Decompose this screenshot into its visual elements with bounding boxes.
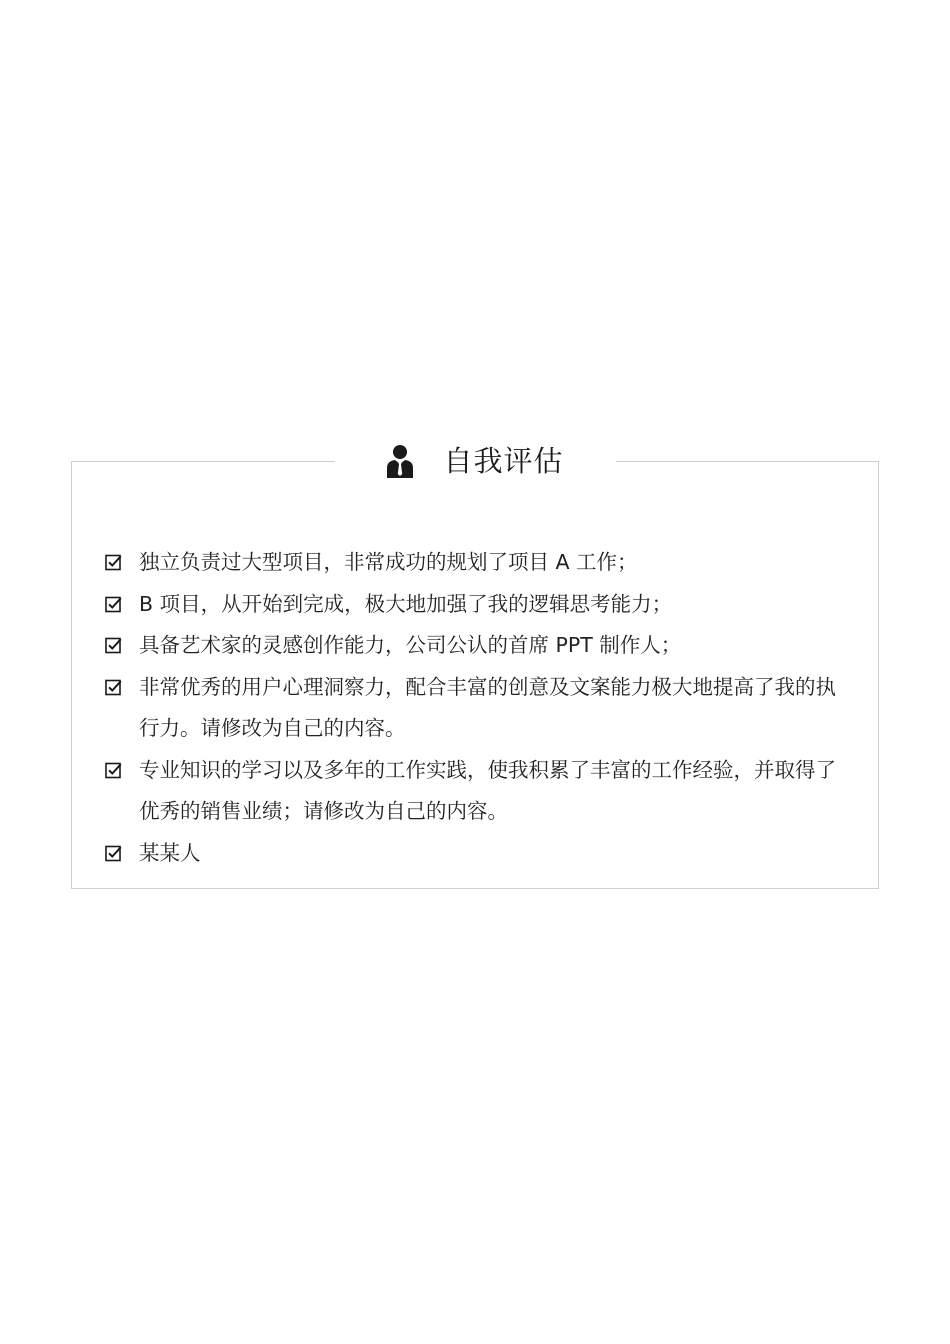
checkbox-checked-icon (105, 554, 122, 571)
list-item-text: 独立负责过大型项目，非常成功的规划了项目 A 工作； (139, 550, 638, 574)
list-item (105, 542, 845, 584)
list-item-text: 专业知识的学习以及多年的工作实践，使我积累了丰富的工作经验，并取得了优秀的销售业绩；请修改为自己的内容。 (139, 757, 836, 823)
checkbox-checked-icon (105, 637, 122, 654)
checkbox-checked-icon (105, 762, 122, 779)
list-item (105, 625, 845, 667)
list-item (105, 750, 845, 833)
list-item-text: B 项目，从开始到完成，极大地加强了我的逻辑思考能力； (139, 591, 673, 616)
list-item-text: 某某人 (139, 840, 201, 865)
checkbox-checked-icon (105, 679, 122, 696)
list-item (105, 667, 845, 750)
list-item (105, 833, 845, 875)
checkbox-checked-icon (105, 845, 122, 862)
assessment-list (105, 542, 845, 874)
section-title: 自我评估 (443, 443, 564, 478)
list-item-text: 具备艺术家的灵感创作能力，公司公认的首席 PPT 制作人； (139, 633, 682, 657)
person-icon (387, 444, 413, 478)
section-header (335, 438, 616, 484)
checkbox-checked-icon (105, 596, 122, 613)
list-item-text: 非常优秀的用户心理洞察力，配合丰富的创意及文案能力极大地提高了我的执行力。请修改为自己的内容。 (139, 674, 836, 740)
list-item (105, 584, 845, 626)
